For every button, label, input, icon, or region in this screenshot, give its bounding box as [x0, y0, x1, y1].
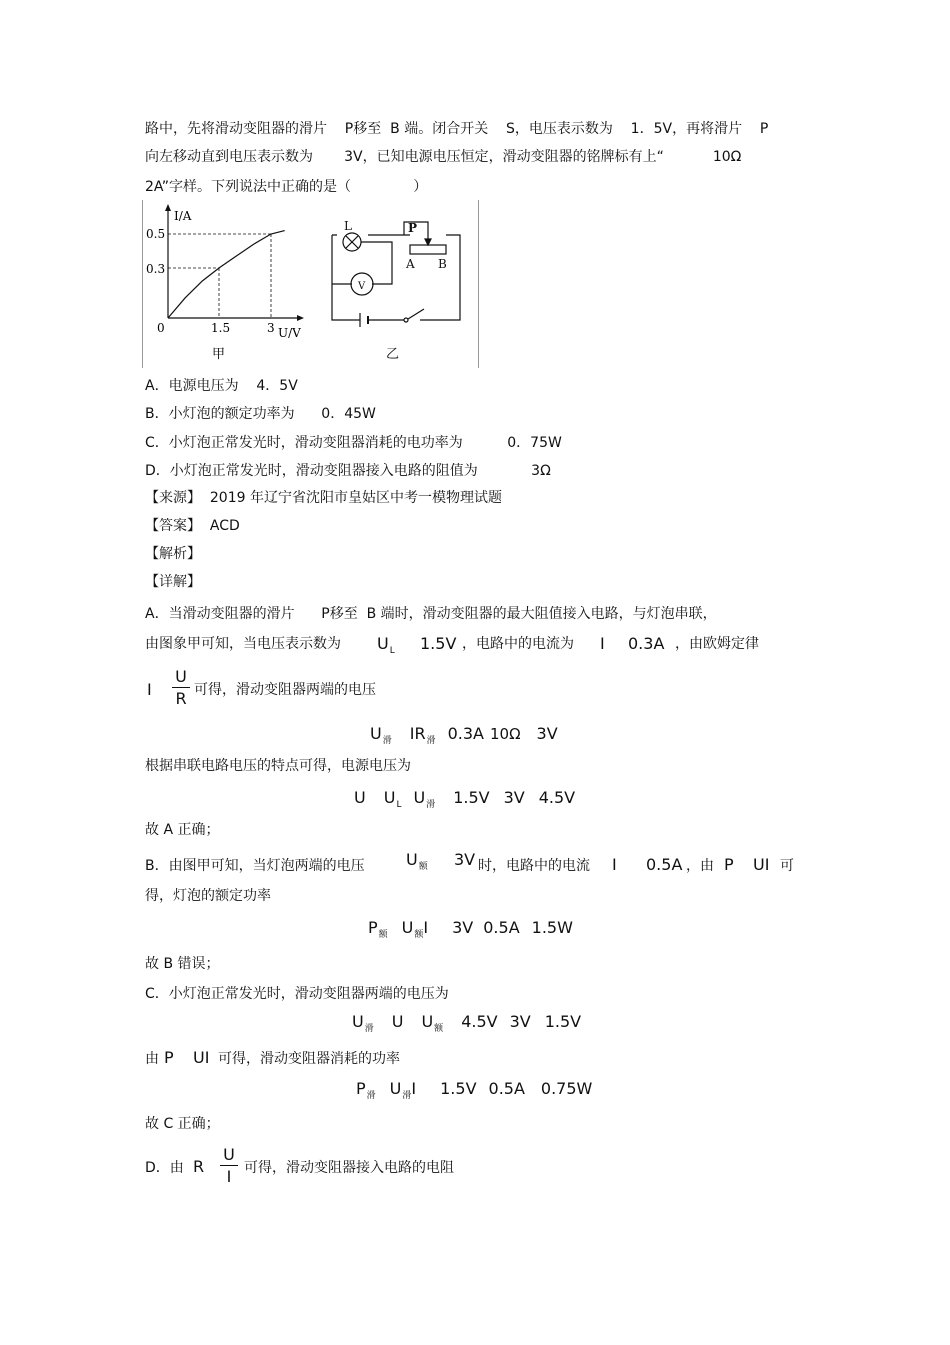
symbol-p-c: P [164, 1048, 174, 1067]
solution-b-conclusion: 故 B 错误； [145, 956, 220, 972]
x-axis-arrow [297, 315, 304, 321]
symbol-r: R [193, 1157, 205, 1176]
symbol-u-l: $U_L$ [377, 634, 395, 656]
question-line-3: 2A”字样。下列说法中正确的是（ ） [145, 179, 428, 195]
circuit-diagram [332, 222, 460, 327]
label-p: P [408, 221, 418, 235]
x-tick-3: 3 [267, 321, 275, 335]
symbol-ui-c: UI [193, 1048, 210, 1067]
solution-b-line-2: 得，灯泡的额定功率 [145, 888, 271, 904]
voltmeter-branch [332, 242, 392, 284]
solution-a-line-2-text: 由图象甲可知，当电压表示数为 [145, 636, 341, 652]
ohms-law-fraction [172, 668, 190, 708]
value-0-3a: 0.3A [628, 634, 665, 653]
fraction-numerator-d: U [223, 1145, 235, 1164]
value-1-5v: 1.5V [420, 634, 457, 653]
solution-a-line-2-end: ，由欧姆定律 [675, 636, 759, 652]
solution-a-line-1: A．当滑动变阻器的滑片 P移至 B 端时，滑动变阻器的最大阻值接入电路，与灯泡串联， [145, 606, 717, 622]
graph-caption: 甲 [212, 347, 226, 362]
solution-b-line-1-text: B．由图甲可知，当灯泡两端的电压 [145, 858, 365, 874]
switch-pivot [404, 318, 408, 322]
resistance-fraction [220, 1146, 238, 1186]
equation-3: $P_额$ $U_额I$ 3V 0.5A 1.5W [368, 918, 573, 940]
fraction-numerator: U [175, 667, 187, 686]
label-l: L [344, 219, 352, 233]
fraction-denominator: R [175, 689, 187, 708]
y-axis-arrow [165, 204, 171, 211]
equation-2: U $U_L$ $U_滑$ 1.5V 3V 4.5V [354, 788, 576, 810]
source-line: 【来源】 2019 年辽宁省沈阳市皇姑区中考一模物理试题 [145, 490, 502, 506]
fraction-bar-d [220, 1165, 238, 1166]
option-a: A．电源电压为 4．5V [145, 378, 298, 394]
x-tick-0: 0 [157, 321, 165, 335]
symbol-i: I [600, 634, 605, 653]
y-tick-05: 0.5 [146, 227, 166, 241]
ohms-law-i: I [147, 680, 152, 699]
solution-c-conclusion: 故 C 正确； [145, 1116, 220, 1132]
solution-b-line-1-end: 可 [780, 858, 794, 874]
label-a: A [406, 257, 415, 271]
analysis-heading: 【解析】 [145, 546, 201, 562]
option-b: B．小灯泡的额定功率为 0．45W [145, 406, 376, 422]
fraction-denominator-d: I [226, 1167, 232, 1186]
solution-c-line-1: C．小灯泡正常发光时，滑动变阻器两端的电压为 [145, 986, 449, 1002]
solution-d-by: D．由 [145, 1160, 184, 1176]
symbol-i-b: I [612, 855, 617, 874]
slider-arrow [425, 239, 431, 245]
question-line-2: 向左移动直到电压表示数为 3V，已知电源电压恒定，滑动变阻器的铭牌标有上“ 10Ω [145, 149, 742, 165]
option-c: C．小灯泡正常发光时，滑动变阻器消耗的电功率为 0．75W [145, 435, 562, 451]
solution-c-by: 由 [145, 1051, 159, 1067]
label-b: B [438, 257, 447, 271]
switch-blade [408, 309, 424, 319]
equation-1: $U_滑$ $IR_滑$ 0.3A 10Ω 3V [370, 724, 558, 746]
solution-c-line-2-text: 可得，滑动变阻器消耗的功率 [218, 1051, 400, 1067]
fraction-bar [172, 687, 190, 688]
label-v: V [358, 281, 366, 292]
value-0-5a: 0.5A [646, 855, 683, 874]
solution-a-line-3-text: 可得，滑动变阻器两端的电压 [194, 682, 376, 698]
circuit-caption: 乙 [386, 347, 400, 362]
solution-a-line-2-mid: ，电路中的电流为 [462, 636, 574, 652]
answer-line: 【答案】 ACD [145, 518, 240, 534]
y-axis-label: I/A [174, 209, 192, 223]
detail-heading: 【详解】 [145, 574, 201, 590]
symbol-p: P [724, 855, 734, 874]
option-d: D．小灯泡正常发光时，滑动变阻器接入电路的阻值为 3Ω [145, 463, 551, 479]
symbol-u-rated: $U_额$ [406, 850, 428, 872]
equation-5: $P_滑$ $U_滑I$ 1.5V 0.5A 0.75W [356, 1079, 593, 1101]
y-tick-03: 0.3 [146, 262, 166, 276]
circuit-outline [332, 235, 460, 320]
solution-d-line-text: 可得，滑动变阻器接入电路的电阻 [244, 1160, 454, 1176]
rheostat [410, 245, 446, 254]
x-tick-15: 1.5 [211, 321, 231, 335]
solution-a-conclusion: 故 A 正确； [145, 822, 220, 838]
question-line-1: 路中，先将滑动变阻器的滑片 P移至 B 端。闭合开关 S，电压表示数为 1．5V，再将滑片 P [145, 121, 769, 137]
equation-4: $U_滑$ U $U_额$ 4.5V 3V 1.5V [352, 1012, 582, 1034]
symbol-ui: UI [753, 855, 770, 874]
figure [142, 200, 482, 368]
iv-curve [168, 231, 285, 318]
solution-a-line-4: 根据串联电路电压的特点可得，电源电压为 [145, 758, 411, 774]
value-3v: 3V [454, 850, 476, 869]
x-axis-label: U/V [278, 326, 301, 340]
solution-b-line-1-mid: 时，电路中的电流 [478, 858, 590, 874]
iv-graph [146, 204, 304, 362]
solution-b-by: ，由 [686, 858, 714, 874]
